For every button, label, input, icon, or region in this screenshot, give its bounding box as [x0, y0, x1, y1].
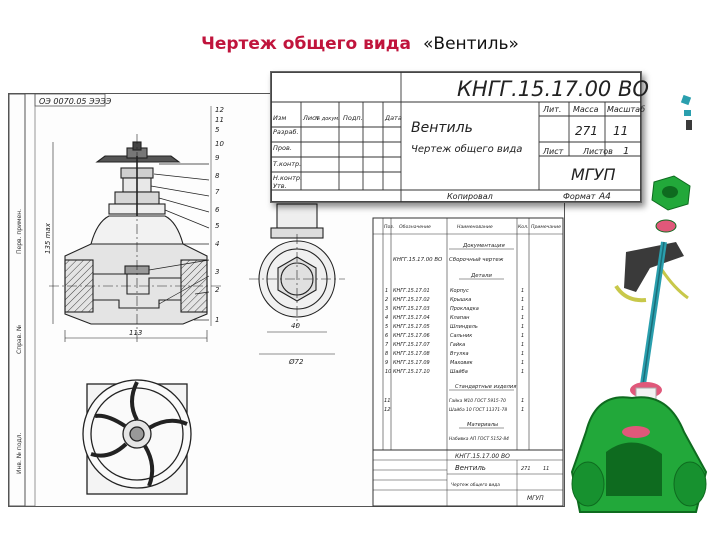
zoom-doc-type: Чертеж общего вида: [411, 144, 523, 155]
svg-text:1: 1: [521, 398, 525, 404]
zoom-designation: КНГГ.15.17.00 ВО: [457, 77, 649, 101]
svg-text:2: 2: [215, 286, 220, 294]
svg-text:12: 12: [384, 407, 391, 413]
svg-text:Сборочный чертеж: Сборочный чертеж: [449, 257, 504, 263]
slide-title: [0, 34, 720, 54]
svg-text:Копировал: Копировал: [447, 192, 493, 201]
svg-text:1: 1: [521, 351, 525, 357]
svg-text:1: 1: [385, 288, 389, 294]
svg-text:12: 12: [215, 106, 224, 114]
svg-text:КНГГ.15.17.02: КНГГ.15.17.02: [393, 297, 430, 303]
spec-section-std: Стандартные изделия: [455, 384, 517, 390]
spec-table: [373, 218, 563, 506]
svg-text:9: 9: [385, 360, 389, 366]
svg-text:1: 1: [521, 324, 525, 330]
svg-text:Дата: Дата: [385, 114, 402, 122]
spec-section-mat: Материалы: [467, 422, 499, 428]
svg-text:КНГГ.15.17.00 ВО: КНГГ.15.17.00 ВО: [455, 453, 510, 460]
svg-text:КНГГ.15.17.09: КНГГ.15.17.09: [393, 360, 430, 366]
svg-text:1: 1: [521, 306, 525, 312]
svg-text:11: 11: [543, 466, 550, 472]
svg-text:9: 9: [215, 154, 220, 162]
dim-length: 113: [129, 329, 143, 337]
svg-text:Разраб.: Разраб.: [273, 128, 299, 136]
svg-text:Изм: Изм: [273, 114, 287, 122]
dim-w2: Ø72: [289, 358, 304, 366]
svg-text:Чертеж общего вида: Чертеж общего вида: [451, 483, 500, 488]
svg-text:Масса: Масса: [573, 105, 599, 114]
svg-text:Корпус: Корпус: [450, 288, 469, 294]
svg-text:2: 2: [385, 297, 389, 303]
svg-text:1: 1: [521, 369, 525, 375]
svg-text:Сальник: Сальник: [450, 333, 473, 339]
svg-text:1: 1: [215, 316, 220, 324]
zoom-name: Вентиль: [411, 120, 473, 136]
svg-text:Обозначение: Обозначение: [399, 225, 431, 230]
spec-section-docs: Документация: [463, 243, 505, 249]
svg-text:4: 4: [215, 240, 220, 248]
svg-text:Т.контр.: Т.контр.: [273, 160, 302, 168]
zoom-org: МГУП: [571, 165, 616, 184]
svg-text:МГУП: МГУП: [527, 495, 544, 502]
dim-height: 135 max: [44, 223, 52, 254]
svg-text:Шпиндель: Шпиндель: [450, 324, 478, 330]
svg-text:7: 7: [215, 188, 220, 196]
svg-text:КНГГ.15.17.06: КНГГ.15.17.06: [393, 333, 430, 339]
svg-text:11: 11: [384, 398, 391, 404]
spec-section-parts: Детали: [471, 273, 492, 279]
front-view: [49, 134, 224, 344]
svg-text:Лит.: Лит.: [543, 105, 562, 114]
svg-text:Лист: Лист: [543, 147, 564, 156]
svg-text:8: 8: [215, 172, 220, 180]
svg-text:Формат: Формат: [563, 192, 596, 201]
svg-text:3: 3: [385, 306, 389, 312]
svg-text:КНГГ.15.17.10: КНГГ.15.17.10: [393, 369, 430, 375]
svg-text:1: 1: [521, 407, 525, 413]
svg-text:1: 1: [521, 360, 525, 366]
svg-text:Наименование: Наименование: [457, 225, 493, 230]
svg-text:5: 5: [215, 222, 220, 230]
svg-text:6: 6: [215, 206, 220, 214]
svg-text:1: 1: [521, 333, 525, 339]
svg-text:КНГГ.15.17.04: КНГГ.15.17.04: [393, 315, 430, 321]
zoom-scale: 11: [613, 124, 629, 138]
svg-text:5: 5: [215, 126, 220, 134]
svg-text:Н.контр.: Н.контр.: [273, 174, 303, 182]
side-view: [249, 204, 345, 354]
svg-text:Подп.: Подп.: [343, 114, 363, 122]
svg-text:Гайка: Гайка: [450, 342, 466, 348]
svg-text:10: 10: [385, 369, 392, 375]
svg-text:Лист: Лист: [303, 114, 320, 122]
top-view: [83, 380, 191, 494]
title-bold: Чертеж общего вида: [201, 34, 411, 54]
svg-text:КНГГ.15.17.03: КНГГ.15.17.03: [393, 306, 430, 312]
svg-text:Поз.: Поз.: [384, 225, 395, 230]
svg-text:Листов: Листов: [583, 147, 613, 156]
rotated-code: ОЭ 0070.05 ЭЭЭЭ: [39, 97, 112, 106]
svg-text:Маховик: Маховик: [450, 360, 473, 366]
svg-text:10: 10: [215, 140, 224, 148]
svg-text:Перв. примен.: Перв. примен.: [16, 208, 23, 254]
svg-text:КНГГ.15.17.07: КНГГ.15.17.07: [393, 342, 430, 348]
svg-text:Кол.: Кол.: [518, 225, 529, 230]
svg-text:КНГГ.15.17.08: КНГГ.15.17.08: [393, 351, 430, 357]
zoom-mass: 271: [575, 124, 598, 138]
svg-text:№ докум.: № докум.: [315, 116, 340, 122]
svg-text:Вентиль: Вентиль: [455, 464, 486, 472]
dim-w1: 40: [291, 322, 300, 330]
svg-text:Справ. №: Справ. №: [16, 324, 23, 354]
svg-text:Набивка АП ГОСТ 5152-84: Набивка АП ГОСТ 5152-84: [449, 437, 509, 442]
svg-text:Втулка: Втулка: [450, 351, 469, 357]
svg-text:Клапан: Клапан: [450, 315, 470, 321]
svg-text:4: 4: [385, 315, 389, 321]
svg-text:7: 7: [385, 342, 389, 348]
svg-text:1: 1: [623, 146, 630, 157]
svg-text:1: 1: [521, 288, 525, 294]
svg-text:271: 271: [521, 466, 531, 472]
svg-text:3: 3: [215, 268, 220, 276]
svg-text:А4: А4: [599, 192, 611, 202]
svg-text:8: 8: [385, 351, 389, 357]
svg-text:6: 6: [385, 333, 389, 339]
svg-text:Масштаб: Масштаб: [607, 105, 646, 114]
svg-text:КНГГ.15.17.05: КНГГ.15.17.05: [393, 324, 430, 330]
svg-text:Шайба 10 ГОСТ 11371-78: Шайба 10 ГОСТ 11371-78: [449, 408, 508, 413]
svg-text:Утв.: Утв.: [273, 182, 287, 190]
svg-text:Инв. № подл.: Инв. № подл.: [16, 432, 23, 474]
svg-text:1: 1: [521, 315, 525, 321]
svg-text:КНГГ.15.17.01: КНГГ.15.17.01: [393, 288, 430, 294]
svg-text:Крышка: Крышка: [450, 297, 472, 303]
svg-text:Примечание: Примечание: [531, 225, 561, 230]
svg-text:Шайба: Шайба: [450, 369, 468, 375]
svg-text:5: 5: [385, 324, 389, 330]
position-numbers: [215, 106, 224, 324]
svg-text:Гайка М10 ГОСТ 5915-70: Гайка М10 ГОСТ 5915-70: [449, 399, 506, 404]
svg-text:Прокладка: Прокладка: [450, 306, 479, 312]
svg-text:1: 1: [521, 297, 525, 303]
valve-3d-render: [566, 92, 714, 512]
svg-text:КНГГ.15.17.00 ВО: КНГГ.15.17.00 ВО: [393, 257, 443, 263]
svg-text:1: 1: [521, 342, 525, 348]
title-rest: «Вентиль»: [423, 34, 519, 54]
svg-text:11: 11: [215, 116, 224, 124]
svg-text:Пров.: Пров.: [273, 144, 292, 152]
exploded-3d-model: [566, 92, 714, 512]
